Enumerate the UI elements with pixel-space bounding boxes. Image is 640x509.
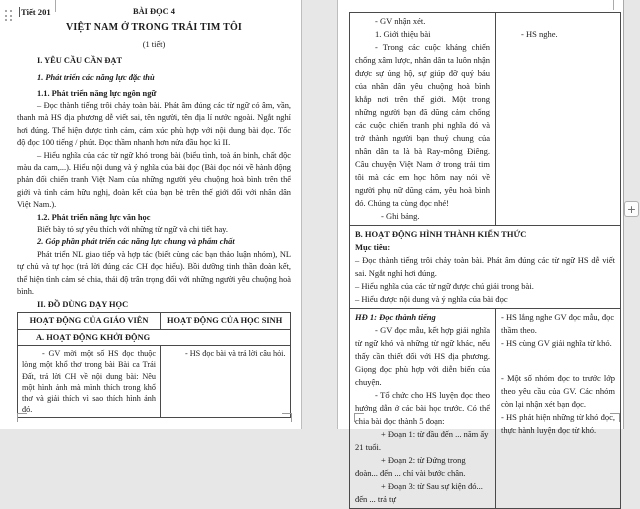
text-line: 2. Góp phần phát triển các năng lực chung và phẩm chất xyxy=(37,237,235,247)
student-activity-cell xyxy=(161,346,291,418)
text-line: - GV nhận xét. xyxy=(375,16,426,26)
text-line: 1.1. Phát triển năng lực ngôn ngữ xyxy=(37,89,157,99)
text-line: - Một số nhóm đọc to trước lớp theo yêu cầu của GV. Các nhóm còn lại nhận xét bạn đọc. xyxy=(501,373,615,409)
text-line: - HS phát hiện những từ khó đọc, thực hành luyện đọc từ khó. xyxy=(501,412,615,435)
teacher-activity-cell xyxy=(350,13,496,226)
text-boundary-mark xyxy=(610,413,620,422)
page1-heading-block xyxy=(17,6,291,100)
text-line: - Tổ chức cho HS luyện đọc theo hướng dẫn ở các bài học trước. Có thể chia bài đọc thành 5 đoạn: xyxy=(355,390,490,426)
activities-table-page2 xyxy=(349,12,621,509)
text-line: 1. Phát triển các năng lực đặc thù xyxy=(37,72,155,82)
text-line: – Hiểu nghĩa của các từ ngữ được chú giải trong bài. xyxy=(355,281,534,291)
text-line: + Đoạn 1: từ đầu đến ... năm ấy 21 tuổi. xyxy=(355,429,489,452)
activities-table-page1 xyxy=(17,312,291,418)
teacher-activity-cell xyxy=(18,346,161,418)
text-line: Mục tiêu: xyxy=(355,242,391,252)
text-line: Phát triển NL giao tiếp và hợp tác (biết cùng các bạn thảo luận nhóm), NL tự chủ và tự học (trả lời đúng các CH đọc hiểu). Bồi dưỡng tinh thần đoàn kết, thể hiện tình cảm sẻ chia, thái độ trân trọng đối với những người yêu chuộng hoà bình. xyxy=(17,249,291,297)
text-line: B. HOẠT ĐỘNG HÌNH THÀNH KIẾN THỨC xyxy=(355,229,527,239)
text-line: 1. Giới thiệu bài xyxy=(375,29,431,39)
text-line: Biết bày tỏ sự yêu thích với những từ ngữ và chi tiết hay. xyxy=(37,225,228,235)
text-line: - Ghi bảng. xyxy=(381,211,420,221)
text-line: 1.2. Phát triển năng lực văn học xyxy=(37,212,151,222)
text-line: – Hiểu được nội dung và ý nghĩa của bài đọc xyxy=(355,294,508,304)
text-line: - Trong các cuộc kháng chiến chống xâm lược, nhân dân ta luôn nhận được sự ủng hộ, sự giúp đỡ quý báu của nhân dân yêu chuộng hoà bình khắp nơi trên thế giới. Một trong những người bạn đã dũng cảm chống các cuộc chiến tranh phi nghĩa đó và trở thành người bạn thuỷ chung của nhân dân ta là bà Ray-mông Điêng. Câu chuyện Việt Nam ở trong trái tim tôi mà các em học hôm nay nói về người phụ nữ dũng cảm, yêu hoà bình đó. Chúng ta cùng đọc nhé! xyxy=(355,42,490,208)
text-line: – Hiểu nghĩa của các từ ngữ khó trong bài (biểu tình, toà án binh, chất độc màu da cam,...). Hiểu nội dung và ý nghĩa của bài đọc (Bài đọc nói về hành động phản đối chiến tranh Việt Nam của những người yêu chuộng hoà bình trên thế giới và tình cảm hữu nghị, đoàn kết của bạn bè trên thế giới đối với nhân dân Việt Nam.). xyxy=(17,150,291,210)
section-b-objectives xyxy=(350,226,621,309)
text-boundary-mark xyxy=(354,413,364,422)
table-header-student: HOẠT ĐỘNG CỦA HỌC SINH xyxy=(161,313,291,330)
text-line: - HS nghe. xyxy=(521,29,558,39)
teacher-activity-cell xyxy=(350,309,496,509)
text-line: – Đọc thành tiếng trôi chảy toàn bài. Phát âm đúng các từ ngữ có âm, vần, thanh mà HS địa phương dễ viết sai, tên người, tên địa lí nước ngoài. Ngắt nghỉ hơi đúng. Thể hiện được tình cảm, cảm xúc phù hợp với nội dung bài đọc. Tốc độ đọc 100 tiếng / phút. Đọc thầm nhanh hơn nửa đầu học kì II. xyxy=(17,101,291,148)
text-line: BÀI ĐỌC 4 xyxy=(133,7,175,16)
text-line: HĐ 1: Đọc thành tiếng xyxy=(355,312,436,322)
text-boundary-mark xyxy=(282,413,292,422)
page1-body-text xyxy=(17,100,291,312)
text-boundary-mark xyxy=(17,413,27,422)
text-line: (1 tiết) xyxy=(142,39,166,49)
text-line: + Đoạn 3: từ Sau sự kiện đó... đến ... trả tự xyxy=(355,481,483,504)
text-line: II. ĐỒ DÙNG DẠY HỌC xyxy=(37,299,129,309)
student-activity-cell xyxy=(496,309,621,509)
text-line: VIỆT NAM Ở TRONG TRÁI TIM TÔI xyxy=(65,22,243,34)
student-activity-cell xyxy=(496,13,621,226)
text-line: I. YÊU CẦU CẦN ĐẠT xyxy=(37,56,123,66)
drag-handle-icon[interactable] xyxy=(5,10,14,23)
document-page-2 xyxy=(337,0,624,504)
table-header-teacher: HOẠT ĐỘNG CỦA GIÁO VIÊN xyxy=(18,313,161,330)
margin-mark-top xyxy=(613,0,614,10)
text-line: – Đọc thành tiếng trôi chảy toàn bài. Phát âm đúng các từ ngữ HS dễ viết sai. Ngắt nghỉ hơi đúng. xyxy=(355,255,615,278)
text-line: - HS lắng nghe GV đọc mẫu, đọc thầm theo. xyxy=(501,312,615,335)
text-line: - GV mời một số HS đọc thuộc lòng một khổ thơ trong bài Bài ca Trái Đất, trả lời CH về nội dung bài: Nêu một hình ảnh mà mình thích trong khổ thơ và giải thích vì sao thích hình ảnh đó. xyxy=(22,349,156,415)
text-line: - GV đọc mẫu, kết hợp giải nghĩa từ ngữ khó và những từ ngữ khác, nếu thấy cần thiết đối với HS địa phương. Giọng đọc phù hợp với diễn biến của chuyện. xyxy=(355,325,490,387)
lesson-number-label: Tiết 201 xyxy=(21,7,51,17)
text-line: - HS đọc bài và trả lời câu hỏi. xyxy=(185,349,286,359)
section-a-warmup: A. HOẠT ĐỘNG KHỞI ĐỘNG xyxy=(18,330,291,346)
document-page-1 xyxy=(0,0,302,429)
text-line: - HS cùng GV giải nghĩa từ khó. xyxy=(501,338,612,348)
insert-plus-button[interactable]: + xyxy=(624,201,639,217)
text-line: + Đoạn 2: từ Đứng trong đoàn... đến ... chỉ vài bước chân. xyxy=(355,455,466,478)
